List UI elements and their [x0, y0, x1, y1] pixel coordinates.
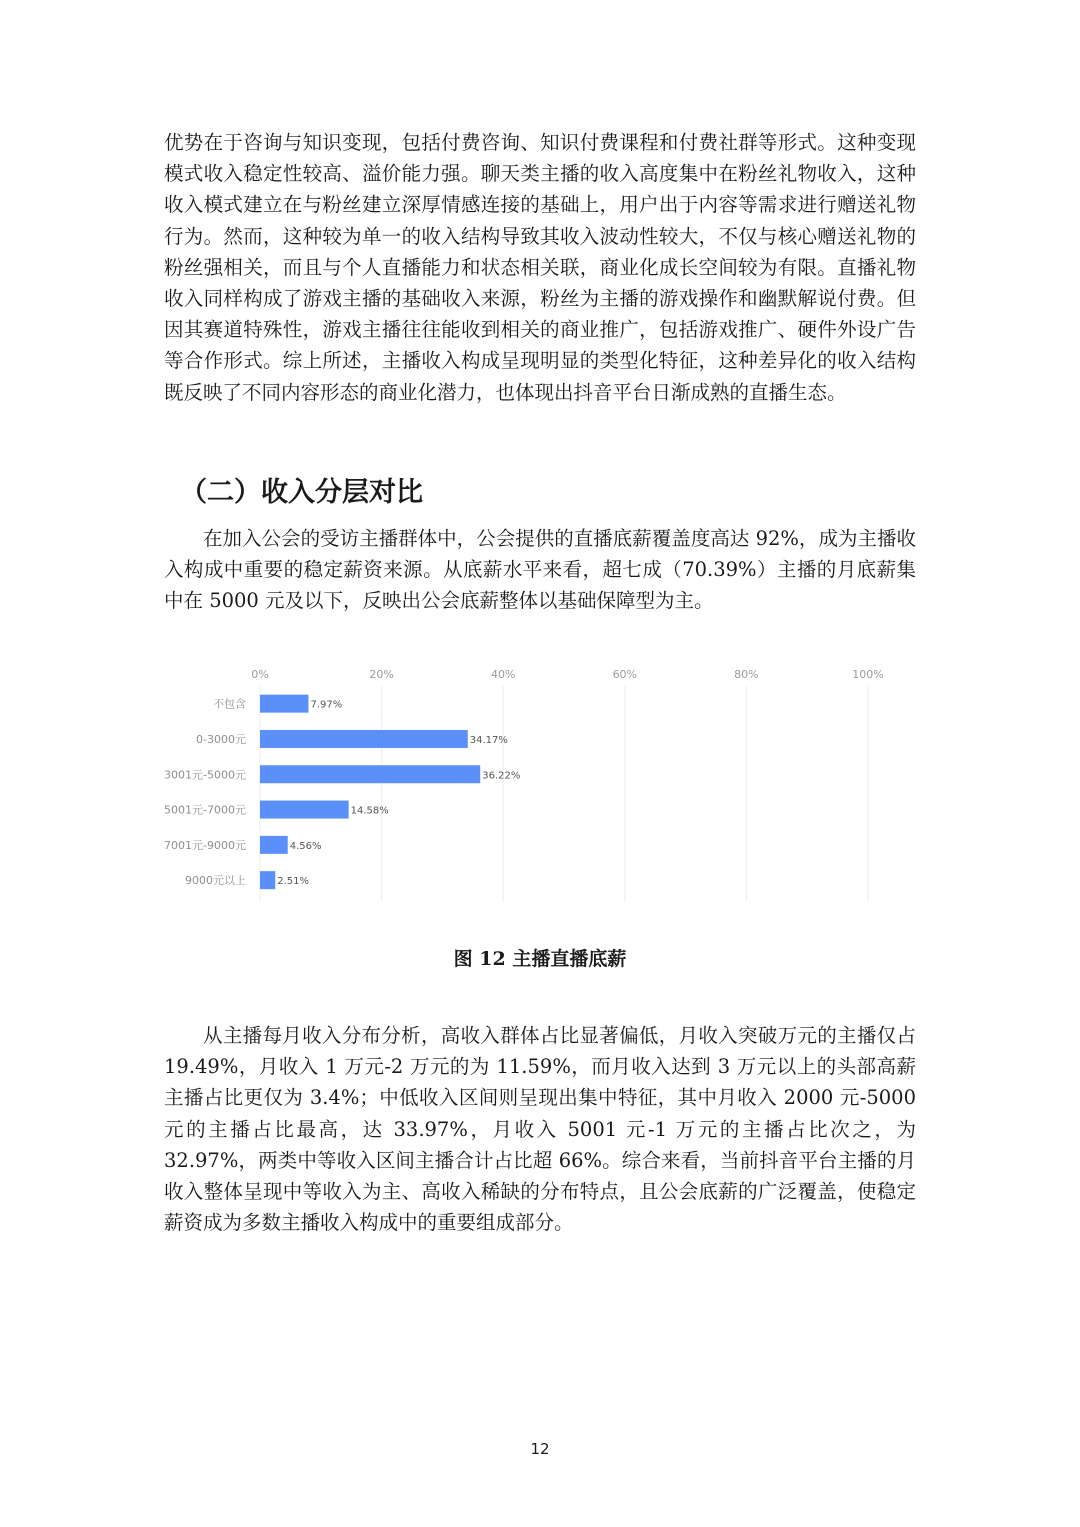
bar-value-label: 4.56% [289, 840, 322, 852]
x-tick-label: 20% [369, 668, 394, 681]
bar [260, 801, 349, 819]
x-tick-label: 80% [734, 668, 759, 681]
base-salary-bar-chart [150, 660, 890, 910]
bar-value-label: 34.17% [469, 734, 508, 746]
bar [260, 695, 308, 713]
x-tick-label: 40% [490, 668, 516, 681]
chart-x-axis [251, 668, 883, 681]
body-paragraph-3: 从主播每月收入分布分析，高收入群体占比显著偏低，月收入突破万元的主播仅占 19.49%，月收入 1 万元-2 万元的为 11.59%，而月收入达到 3 万元以上的头部高薪主播占比更仅为 3.4%；中低收入区间则呈现出集中特征，其中月收入 2000 元-5000 元的主播占比最高，达 33.97%，月收入 5001 元-1 万元的主播占比次之，为 32.97%，两类中等收入区间主播合计占比超 66%。综合来看，当前抖音平台主播的月收入整体呈现中等收入为主、高收入稀缺的分布特点，且公会底薪的广泛覆盖，使稳定薪资成为多数主播收入构成中的重要组成部分。 [164, 1024, 916, 1235]
body-paragraph-1: 优势在于咨询与知识变现，包括付费咨询、知识付费课程和付费社群等形式。这种变现模式收入稳定性较高、溢价能力强。聊天类主播的收入高度集中在粉丝礼物收入，这种收入模式建立在与粉丝建立深厚情感连接的基础上，用户出于内容等需求进行赠送礼物行为。然而，这种较为单一的收入结构导致其收入波动性较大，不仅与核心赠送礼物的粉丝强相关，而且与个人直播能力和状态相关联，商业化成长空间较为有限。直播礼物收入同样构成了游戏主播的基础收入来源，粉丝为主播的游戏操作和幽默解说付费。但因其赛道特殊性，游戏主播往往能收到相关的商业推广，包括游戏推广、硬件外设广告等合作形式。综上所述，主播收入构成呈现明显的类型化特征，这种差异化的收入结构既反映了不同内容形态的商业化潜力，也体现出抖音平台日渐成熟的直播生态。 [164, 131, 916, 404]
bar [260, 765, 480, 783]
category-label: 5001元-7000元 [164, 803, 246, 817]
chart-category-axis [164, 697, 246, 888]
bar-value-label: 2.51% [277, 876, 310, 888]
page-number: 12 [530, 1440, 550, 1458]
chart-value-labels [277, 700, 520, 888]
category-label: 不包含 [213, 697, 246, 711]
bar-value-label: 36.22% [482, 770, 521, 782]
bar [260, 836, 288, 854]
chart-grid [260, 686, 868, 902]
chart-bars [260, 695, 480, 890]
category-label: 7001元-9000元 [164, 838, 246, 852]
category-label: 0-3000元 [196, 732, 246, 746]
figure-caption: 图 12 主播直播底薪 [453, 948, 627, 970]
section-heading: （二）收入分层对比 [180, 477, 423, 508]
bar [260, 871, 275, 889]
category-label: 9000元以上 [185, 874, 246, 888]
category-label: 3001元-5000元 [164, 768, 246, 782]
bar-value-label: 7.97% [310, 699, 343, 711]
x-tick-label: 60% [612, 668, 638, 681]
bar-value-label: 14.58% [350, 805, 389, 817]
body-paragraph-2: 在加入公会的受访主播群体中，公会提供的直播底薪覆盖度高达 92%，成为主播收入构成中重要的稳定薪资来源。从底薪水平来看，超七成（70.39%）主播的月底薪集中在 5000 元及以下，反映出公会底薪整体以基础保障型为主。 [164, 527, 916, 613]
x-tick-label: 0% [251, 668, 269, 681]
x-tick-label: 100% [852, 668, 884, 681]
bar [260, 730, 468, 748]
